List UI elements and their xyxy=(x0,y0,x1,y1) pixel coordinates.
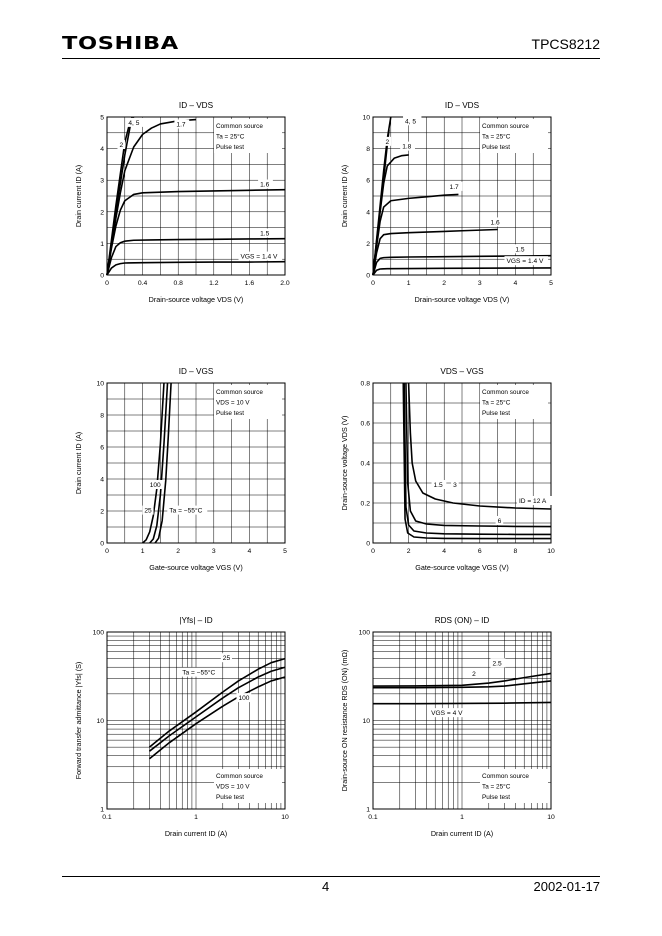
curve-label: VGS = 1.4 V xyxy=(506,258,544,266)
x-tick-label: 0 xyxy=(371,548,375,555)
y-tick-label: 100 xyxy=(358,629,370,637)
legend-line: Pulse test xyxy=(482,794,511,801)
y-tick-label: 6 xyxy=(366,177,370,185)
page-number: 4 xyxy=(322,879,330,894)
legend-line: VDS = 10 V xyxy=(216,399,250,407)
x-axis-label: Gate-source voltage VGS (V) xyxy=(415,563,509,572)
chart-id-vds-low xyxy=(74,101,290,304)
curve-label: 2 xyxy=(472,670,476,678)
chart-id-vgs xyxy=(74,367,287,572)
y-tick-label: 0 xyxy=(366,540,370,548)
y-tick-label: 4 xyxy=(100,146,104,154)
x-tick-label: 10 xyxy=(547,548,555,555)
legend-line: Common source xyxy=(216,123,263,130)
curve-label: VGS = 4 V xyxy=(431,710,463,718)
curve-label: 1.5 xyxy=(515,246,525,254)
legend-line: Ta = 25°C xyxy=(482,399,511,407)
curve-label: ID = 12 A xyxy=(518,498,547,505)
x-tick-label: 1.2 xyxy=(209,280,219,287)
chart-yfs-id xyxy=(74,616,289,838)
x-tick-label: 5 xyxy=(549,280,553,287)
chart-id-vds-high xyxy=(340,101,553,304)
x-tick-label: 3 xyxy=(477,280,482,287)
legend-line: Common source xyxy=(482,773,529,780)
y-tick-label: 4 xyxy=(366,209,370,217)
chart-vds-vgs xyxy=(340,367,555,572)
curve-label: 4, 5 xyxy=(405,118,417,126)
y-tick-label: 0 xyxy=(100,272,104,280)
curve-label: 6 xyxy=(497,518,502,525)
x-tick-label: 2.0 xyxy=(280,280,290,287)
y-tick-label: 10 xyxy=(362,718,370,725)
x-tick-label: 4 xyxy=(513,280,518,287)
chart-title: ID – VDS xyxy=(444,101,480,110)
y-tick-label: 5 xyxy=(100,114,104,122)
y-tick-label: 6 xyxy=(100,444,104,452)
y-axis-label: Drain current ID (A) xyxy=(74,164,83,228)
y-tick-label: 0.8 xyxy=(360,380,370,388)
curve-label: 4, 5 xyxy=(128,119,140,127)
chart-rdson-id xyxy=(340,616,555,838)
document-date: 2002-01-17 xyxy=(533,879,600,894)
x-tick-label: 1 xyxy=(406,280,411,287)
part-number: TPCS8212 xyxy=(531,36,600,52)
x-tick-label: 1.6 xyxy=(244,280,255,287)
curve-label: 100 xyxy=(149,482,161,489)
y-axis-label: Drain current ID (A) xyxy=(74,431,83,495)
y-tick-label: 0.4 xyxy=(360,460,370,468)
curve-label: 2.5 xyxy=(492,660,502,668)
curve-label: Ta = −55°C xyxy=(169,507,203,515)
x-tick-label: 0.1 xyxy=(368,814,378,821)
y-tick-label: 1 xyxy=(100,240,104,248)
curve-label: VGS = 1.4 V xyxy=(240,253,278,261)
x-tick-label: 6 xyxy=(477,548,482,555)
chart-title: RDS (ON) – ID xyxy=(434,616,490,625)
y-tick-label: 8 xyxy=(100,412,104,420)
legend-line: Pulse test xyxy=(216,144,245,151)
y-axis-label: Forward transfer admittance |Yfs| (S) xyxy=(74,661,83,780)
x-tick-label: 0.8 xyxy=(173,280,183,287)
x-tick-label: 4 xyxy=(247,548,252,555)
x-tick-label: 5 xyxy=(283,548,287,555)
y-tick-label: 100 xyxy=(92,629,104,637)
x-tick-label: 0.1 xyxy=(102,814,112,821)
x-tick-label: 0 xyxy=(105,548,109,555)
legend-line: Ta = 25°C xyxy=(216,133,245,141)
curve-label: 2 xyxy=(385,138,390,146)
x-tick-label: 2 xyxy=(406,548,411,555)
legend-line: Common source xyxy=(482,123,529,130)
chart-title: |Yfs| – ID xyxy=(179,616,213,625)
chart-title: ID – VGS xyxy=(178,367,214,376)
y-axis-label: Drain-source voltage VDS (V) xyxy=(340,415,349,511)
curve-label: 25 xyxy=(222,655,231,663)
footer-rule xyxy=(62,876,600,877)
curve-label: Ta = −55°C xyxy=(182,669,216,677)
y-tick-label: 0.2 xyxy=(360,500,370,508)
legend-line: Pulse test xyxy=(216,794,245,801)
curve-label: 1.8 xyxy=(402,143,412,151)
legend-line: Common source xyxy=(216,773,263,780)
curve-label: 25 xyxy=(144,507,152,515)
series-line xyxy=(149,677,285,759)
y-tick-label: 2 xyxy=(366,240,370,248)
x-tick-label: 8 xyxy=(513,548,518,555)
curve-label: 1.6 xyxy=(260,181,270,189)
x-tick-label: 1 xyxy=(460,814,464,821)
x-axis-label: Gate-source voltage VGS (V) xyxy=(149,563,243,572)
x-axis-label: Drain current ID (A) xyxy=(430,829,494,838)
x-tick-label: 2 xyxy=(176,548,181,555)
curve-label: 1.5 xyxy=(260,230,270,238)
legend-line: Pulse test xyxy=(482,144,511,151)
x-tick-label: 0 xyxy=(371,280,375,287)
x-tick-label: 0.4 xyxy=(137,280,148,287)
legend-line: Ta = 25°C xyxy=(482,783,511,791)
y-tick-label: 10 xyxy=(96,380,104,388)
curve-label: 1.5 xyxy=(433,482,443,489)
y-tick-label: 10 xyxy=(362,114,370,122)
x-tick-label: 1 xyxy=(194,814,198,821)
x-tick-label: 10 xyxy=(281,814,289,821)
x-tick-label: 3 xyxy=(211,548,216,555)
x-tick-label: 2 xyxy=(442,280,447,287)
toshiba-logo: TOSHIBA xyxy=(62,33,179,54)
chart-title: VDS – VGS xyxy=(440,367,484,376)
chart-title: ID – VDS xyxy=(178,101,214,110)
legend-line: Common source xyxy=(216,389,263,396)
y-tick-label: 0.6 xyxy=(360,420,370,428)
x-axis-label: Drain current ID (A) xyxy=(164,829,228,838)
x-tick-label: 4 xyxy=(442,548,447,555)
x-tick-label: 10 xyxy=(547,814,555,821)
y-tick-label: 10 xyxy=(96,718,104,725)
x-axis-label: Drain-source voltage VDS (V) xyxy=(148,295,244,304)
y-tick-label: 2 xyxy=(100,209,104,217)
y-tick-label: 1 xyxy=(366,806,370,814)
x-tick-label: 0 xyxy=(105,280,109,287)
legend-line: Pulse test xyxy=(482,410,511,417)
x-axis-label: Drain-source voltage VDS (V) xyxy=(414,295,510,304)
legend-line: Pulse test xyxy=(216,410,245,417)
curve-label: 1.7 xyxy=(449,183,459,191)
curve-label: 100 xyxy=(238,695,250,703)
legend-line: Ta = 25°C xyxy=(482,133,511,141)
x-tick-label: 1 xyxy=(140,548,145,555)
curve-label: 1.7 xyxy=(176,121,186,129)
y-tick-label: 1 xyxy=(100,806,104,814)
y-tick-label: 3 xyxy=(100,177,104,185)
curve-label: 3 xyxy=(453,482,457,489)
curve-label: 2 xyxy=(119,142,124,150)
y-tick-label: 0 xyxy=(100,540,104,548)
y-tick-label: 4 xyxy=(100,476,104,484)
y-tick-label: 2 xyxy=(100,508,104,516)
legend-line: Common source xyxy=(482,389,529,396)
y-tick-label: 0 xyxy=(366,272,370,280)
y-axis-label: Drain-source ON resistance RDS (ON) (mΩ) xyxy=(340,649,349,792)
legend-line: VDS = 10 V xyxy=(216,783,250,791)
y-tick-label: 8 xyxy=(366,146,370,154)
y-axis-label: Drain current ID (A) xyxy=(340,164,349,228)
curve-label: 1.6 xyxy=(490,219,500,227)
